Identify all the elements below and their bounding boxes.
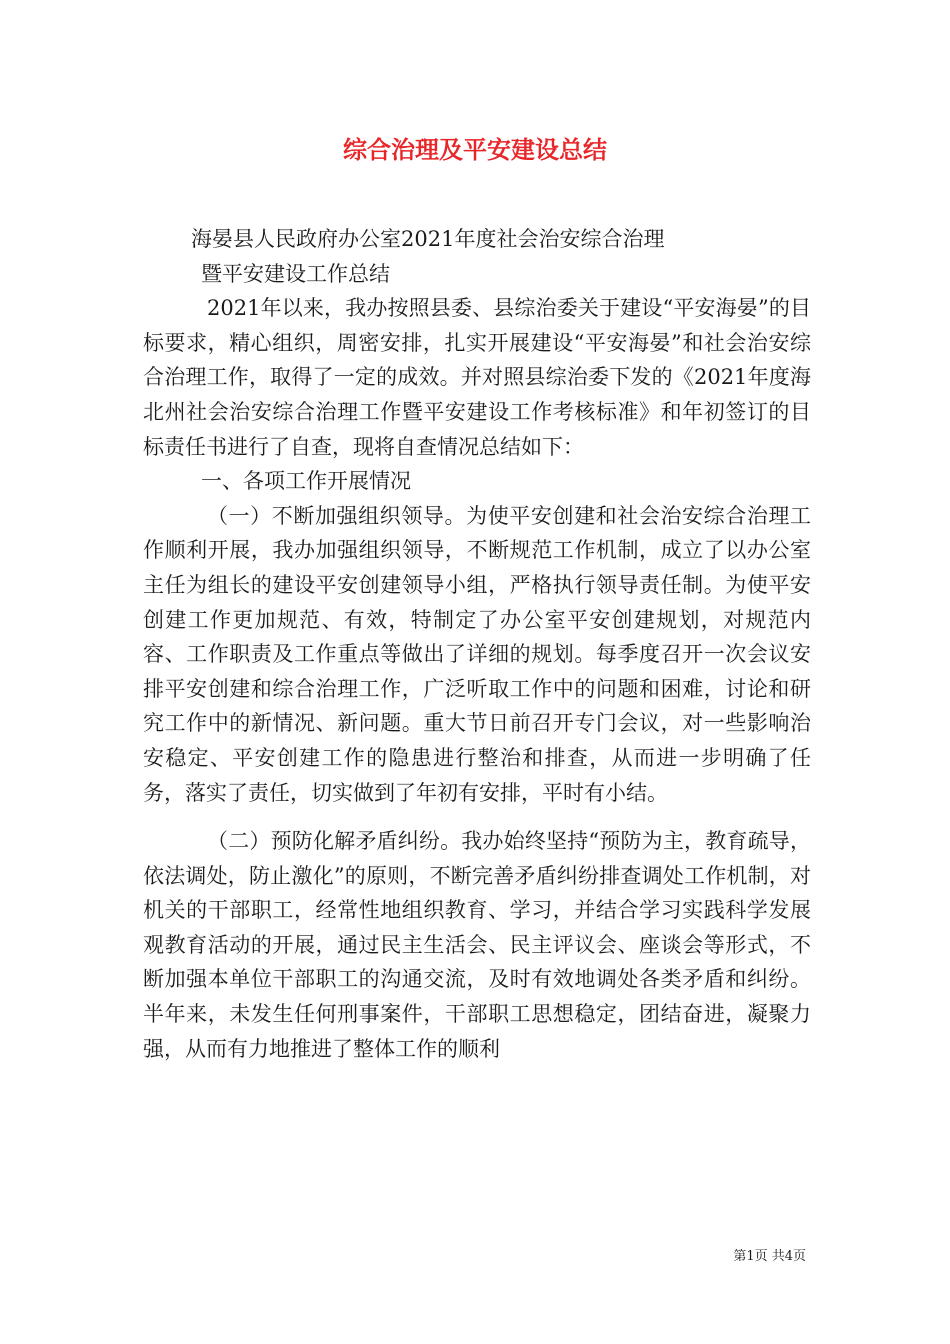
paragraph-2: （二）预防化解矛盾纠纷。我办始终坚持“预防为主，教育疏导，依法调处，防止激化”的原则，不断完善矛盾纠纷排查调处工作机制，对机关的干部职工，经常性地组织教育、学习，并结合学习实践科学发展观教育活动的开展，通过民主生活会、民主评议会、座谈会等形式，不断加强本单位干部职工的沟通交流，及时有效地调处各类矛盾和纠纷。半年来，未发生任何刑事案件，干部职工思想稳定，团结奋进，凝聚力强，从而有力地推进了整体工作的顺利 — [143, 829, 811, 1061]
section-heading-1: 一、各项工作开展情况 — [201, 469, 411, 494]
page-number: 第1页 共4页 — [733, 1249, 806, 1264]
document-body — [143, 222, 811, 1066]
subtitle-line-1: 海晏县人民政府办公室2021年度社会治安综合治理 — [191, 227, 665, 251]
subtitle-line-2: 暨平安建设工作总结 — [201, 261, 390, 286]
paragraph-1: （一）不断加强组织领导。为使平安创建和社会治安综合治理工作顺利开展，我办加强组织领导，不断规范工作机制，成立了以办公室主任为组长的建设平安创建领导小组，严格执行领导责任制。为使平安创建工作更加规范、有效，特制定了办公室平安创建规划，对规范内容、工作职责及工作重点等做出了详细的规划。每季度召开一次会议安排平安创建和综合治理工作，广泛听取工作中的问题和困难，讨论和研究工作中的新情况、新问题。重大节日前召开专门会议，对一些影响治安稳定、平安创建工作的隐患进行整治和排查，从而进一步明确了任务，落实了责任，切实做到了年初有安排，平时有小结。 — [143, 503, 811, 805]
page-title: 综合治理及平安建设总结 — [343, 135, 607, 164]
intro-paragraph: 2021年以来，我办按照县委、县综治委关于建设“平安海晏”的目标要求，精心组织，周密安排，扎实开展建设“平安海晏”和社会治安综合治理工作，取得了一定的成效。并对照县综治委下发的《2021年度海北州社会治安综合治理工作暨平安建设工作考核标准》和年初签订的目标责任书进行了自查，现将自查情况总结如下： — [143, 296, 811, 459]
